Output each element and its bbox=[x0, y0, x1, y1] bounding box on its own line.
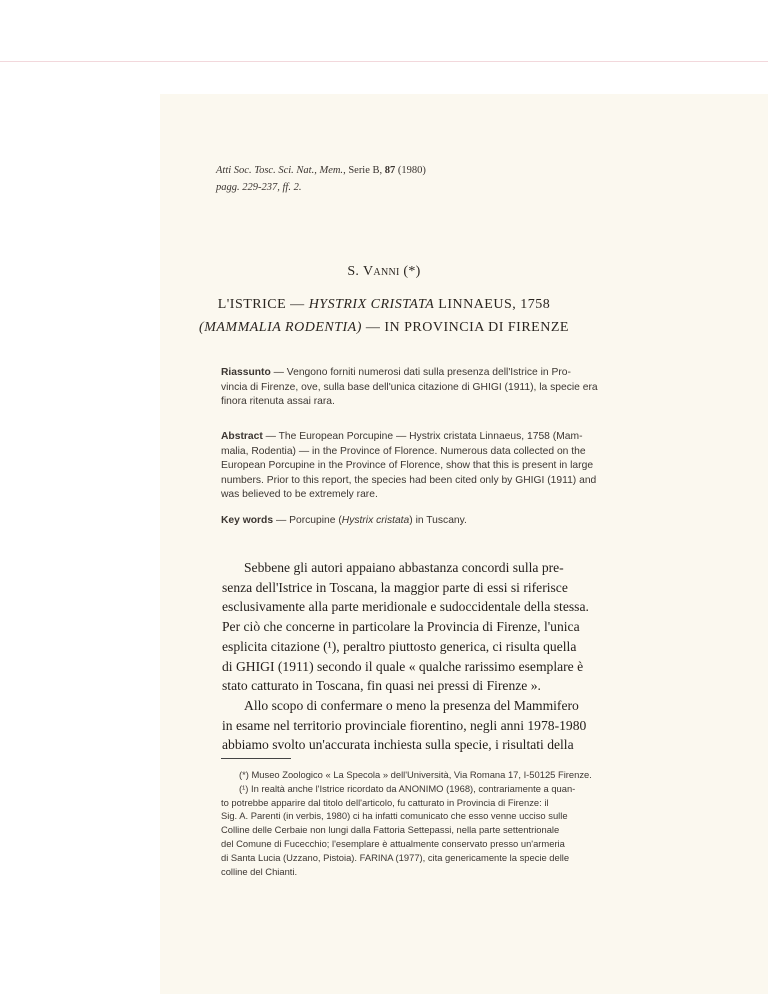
body-line: Sebbene gli autori appaiano abbastanza concordi sulla pre- bbox=[244, 560, 564, 575]
abstract-line: malia, Rodentia) — in the Province of Florence. Numerous data collected on the bbox=[221, 445, 586, 457]
journal-figures: ff. 2. bbox=[282, 182, 302, 193]
title-line-2 bbox=[0, 316, 768, 339]
riassunto-line: — Vengono forniti numerosi dati sulla presenza dell'Istrice in Pro- bbox=[270, 367, 571, 378]
title-taxon: (MAMMALIA RODENTIA) bbox=[199, 320, 362, 335]
journal-pages: pagg. 229-237, bbox=[216, 182, 283, 193]
journal-citation bbox=[216, 162, 426, 196]
page-top-rule bbox=[0, 61, 768, 62]
body-line: stato catturato in Toscana, fin quasi nei pressi di Firenze ». bbox=[222, 678, 541, 694]
title-part: — IN PROVINCIA DI FIRENZE bbox=[361, 320, 569, 335]
footnote-rule bbox=[221, 758, 291, 759]
footnote-line: del Comune di Fucecchio; l'esemplare è attualmente conservato presso un'armeria bbox=[221, 837, 565, 849]
body-line: esplicita citazione (¹), peraltro piuttosto generica, ci risulta quella bbox=[222, 638, 577, 654]
riassunto-label: Riassunto bbox=[221, 367, 271, 378]
body-line: di GHIGI (1911) secondo il quale « qualche rarissimo esemplare è bbox=[222, 658, 584, 674]
body-line: Allo scopo di confermare o meno la presenza del Mammifero bbox=[244, 697, 579, 713]
riassunto-line: vincia di Firenze, ove, sulla base dell'unica citazione di GHIGI (1911), la specie era bbox=[221, 381, 598, 393]
journal-year: (1980) bbox=[395, 165, 426, 176]
abstract-label: Abstract bbox=[221, 431, 263, 442]
footnote-line: to potrebbe apparire dal titolo dell'articolo, fu catturato in Provincia di Firenze: il bbox=[221, 796, 549, 808]
keywords-block bbox=[221, 514, 661, 529]
journal-name: Atti Soc. Tosc. Sci. Nat., Mem. bbox=[216, 165, 344, 176]
abstract-line: numbers. Prior to this report, the species had been cited only by GHIGI (1911) and bbox=[221, 474, 597, 486]
footnotes bbox=[221, 768, 663, 878]
abstract-line: — The European Porcupine — Hystrix cristata Linnaeus, 1758 (Mam- bbox=[262, 431, 583, 442]
keywords-text: ) in Tuscany. bbox=[409, 515, 467, 526]
body-line: in esame nel territorio provinciale fiorentino, negli anni 1978-1980 bbox=[222, 717, 587, 733]
footnote-line: colline del Chianti. bbox=[221, 865, 298, 877]
title-line-1 bbox=[0, 293, 768, 316]
footnote-line: Sig. A. Parenti (in verbis, 1980) ci ha infatti comunicato che esso venne ucciso sulle bbox=[221, 810, 568, 822]
title-species: HYSTRIX CRISTATA bbox=[308, 297, 435, 312]
author-note-marker: (*) bbox=[399, 264, 421, 279]
keywords-label: Key words bbox=[221, 515, 274, 526]
footnote-line: Colline delle Cerbaie non lungi dalla Fattoria Settepassi, nella parte settentrionale bbox=[221, 824, 560, 836]
author-initial: S. bbox=[347, 264, 364, 279]
author-line bbox=[0, 264, 768, 280]
footnote-line: (¹) In realtà anche l'Istrice ricordato da ANONIMO (1968), contrariamente a quan- bbox=[239, 782, 576, 794]
journal-volume: 87 bbox=[384, 165, 396, 176]
title-part: LINNAEUS, 1758 bbox=[434, 297, 551, 312]
footnote-line: di Santa Lucia (Uzzano, Pistoia). FARINA (1977), cita genericamente la specie delle bbox=[221, 851, 570, 863]
abstract-block bbox=[221, 430, 661, 503]
riassunto-line: finora ritenuta assai rara. bbox=[221, 396, 335, 407]
riassunto-block bbox=[221, 366, 661, 410]
body-line: senza dell'Istrice in Toscana, la maggior parte di essi si riferisce bbox=[222, 579, 568, 595]
footnote-line: (*) Museo Zoologico « La Specola » dell'Università, Via Romana 17, I-50125 Firenze. bbox=[239, 769, 592, 780]
abstract-line: European Porcupine in the Province of Florence, show that this is present in large bbox=[221, 460, 594, 471]
body-text bbox=[222, 558, 662, 755]
paper-title bbox=[0, 293, 768, 339]
author-surname: Vanni bbox=[363, 264, 400, 279]
journal-series: , Serie B, bbox=[343, 165, 385, 176]
abstract-line: was believed to be extremely rare. bbox=[221, 489, 378, 500]
keywords-text: — Porcupine ( bbox=[273, 515, 342, 526]
title-part: L'ISTRICE — bbox=[217, 297, 309, 312]
body-line: Per ciò che concerne in particolare la Provincia di Firenze, l'unica bbox=[222, 619, 580, 635]
keywords-species: Hystrix cristata bbox=[341, 515, 410, 526]
body-line: esclusivamente alla parte meridionale e sudoccidentale della stessa. bbox=[222, 599, 589, 615]
body-line: abbiamo svolto un'accurata inchiesta sulla specie, i risultati della bbox=[222, 737, 574, 753]
